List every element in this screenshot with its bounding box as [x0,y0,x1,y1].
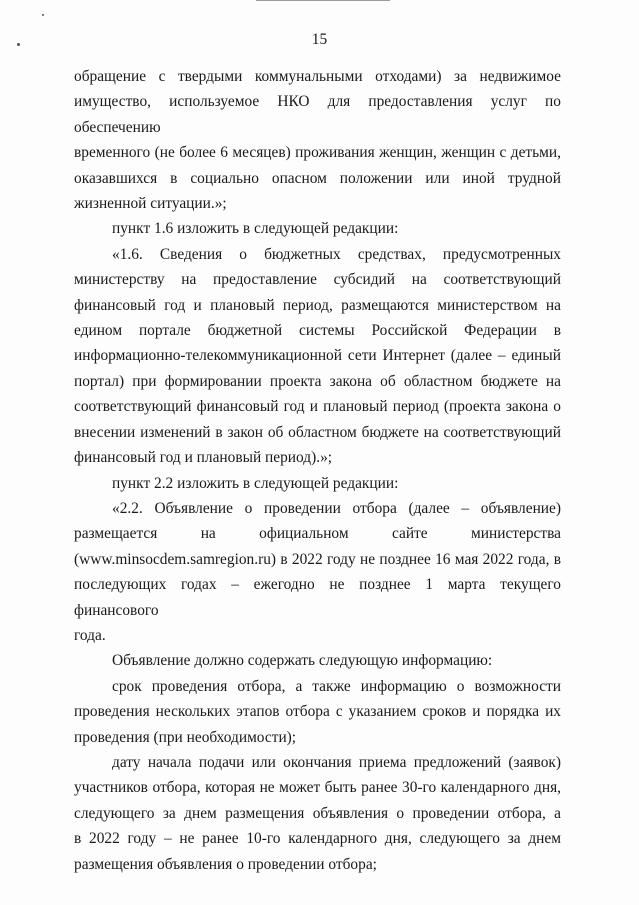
text-line: «2.2. Объявление о проведении отбора (далее – объявление) [112,499,561,517]
text-line: пункт 2.2 изложить в следующей редакции: [112,474,399,492]
text-line: проведения (при необходимости); [74,728,297,746]
text-line: жизненной ситуации.»; [74,195,227,213]
text-line: оказавшихся в социально опасном положении или иной трудной [74,169,561,187]
text-line: информационно-телекоммуникационной сети Интернет (далее – единый [74,347,561,365]
text-line: соответствующий финансовый год и плановый период (проекта закона о [74,398,561,416]
paragraph [74,471,561,496]
scan-speck [42,14,44,16]
paragraph [74,750,561,877]
text-line: срок проведения отбора, а также информацию о возможности [112,677,561,695]
text-line: министерству на предоставление субсидий на соответствующий [74,271,561,289]
text-line: пункт 1.6 изложить в следующей редакции: [112,220,399,238]
text-line: имущество, используемое НКО для предоставления услуг по обеспечению [74,93,561,136]
text-line: проведения нескольких этапов отбора с указанием сроков и порядка их [74,703,561,721]
page-number: 15 [311,31,328,48]
paragraph [74,496,561,648]
paragraph [74,64,561,216]
text-line: последующих годах – ежегодно не позднее 1 марта текущего финансового [74,576,561,619]
paragraph [74,216,561,241]
text-line: «1.6. Сведения о бюджетных средствах, предусмотренных [112,245,561,263]
text-line: участников отбора, которая не может быть ранее 30-го календарного дня, [74,779,561,797]
text-line: временного (не более 6 месяцев) проживания женщин, женщин с детьми, [74,144,561,162]
text-line: следующего за днем размещения объявления о проведении отбора, а [74,804,561,822]
text-line: портал) при формировании проекта закона об областном бюджете на [74,372,561,390]
paragraph [74,648,561,673]
paragraph [74,674,561,750]
text-line: Объявление должно содержать следующую информацию: [112,652,493,670]
text-line: дату начала подачи или окончания приема предложений (заявок) [112,753,561,771]
text-line: обращение с твердыми коммунальными отходами) за недвижимое [74,68,561,85]
text-line: финансовый год и плановый период).»; [74,449,333,467]
paragraph [74,242,561,471]
text-line: финансовый год и плановый период, размещаются министерством на [74,296,561,314]
text-line: размещается на официальном сайте министерства [74,525,561,543]
text-line: внесении изменений в закон об областном бюджете на соответствующий [74,423,561,441]
document-body [74,64,561,877]
text-line: (www.minsocdem.samregion.ru) в 2022 году не позднее 16 мая 2022 года, в [74,550,561,568]
text-line: едином портале бюджетной системы Российской Федерации в [74,322,561,340]
text-line: размещения объявления о проведении отбора; [74,855,377,873]
top-rule [256,0,390,1]
text-line: в 2022 году – не ранее 10-го календарного дня, следующего за днем [74,830,561,848]
text-line: года. [74,626,106,644]
